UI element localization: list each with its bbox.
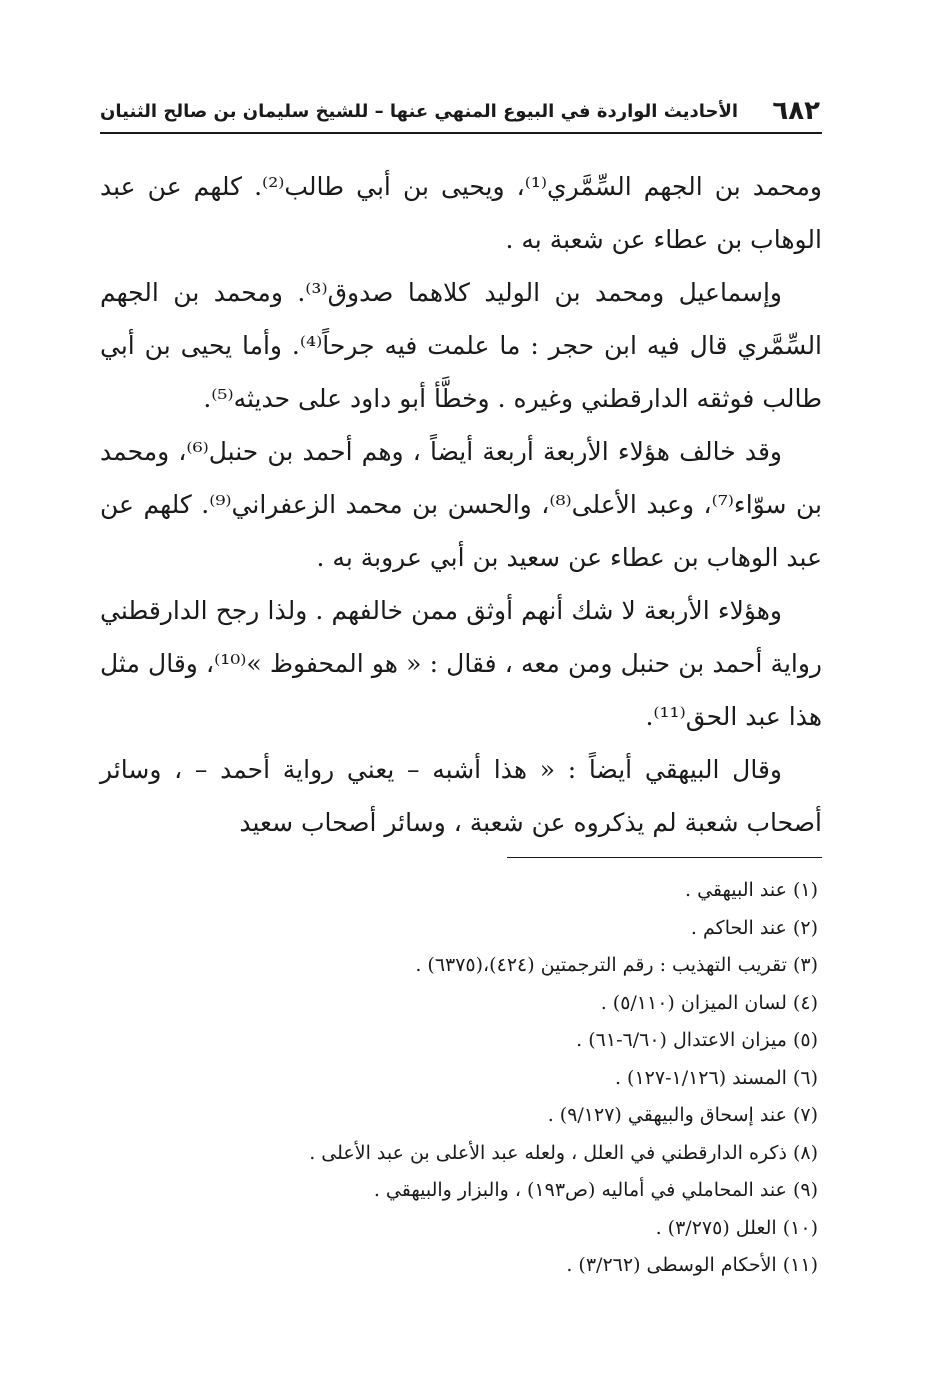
footnote: (٣) تقريب التهذيب : رقم الترجمتين (٤٢٤)،(٦٣٧٥) . — [415, 954, 818, 976]
footnote: (٤) لسان الميزان (٥/١١٠) . — [600, 991, 818, 1014]
header-divider — [100, 132, 822, 134]
footnote: (٥) ميزان الاعتدال (٦/٦٠-٦١) . — [576, 1029, 818, 1051]
running-header — [100, 92, 820, 130]
footnote: (٩) عند المحاملي في أماليه (ص١٩٣) ، والبزار والبيهقي . — [373, 1179, 818, 1201]
footnotes-list — [100, 872, 818, 1285]
footnote: (٢) عند الحاكم . — [690, 916, 818, 939]
footnote-divider — [507, 857, 822, 858]
paragraph: وهؤلاء الأربعة لا شك أنهم أوثق ممن خالفهم . ولذا رجح الدارقطني رواية أحمد بن حنبل ومن معه ، فقال : « هو المحفوظ »⁽¹⁰⁾، وقال مثل هذا عبد الحق⁽¹¹⁾. — [100, 596, 823, 731]
paragraph: وإسماعيل ومحمد بن الوليد كلاهما صدوق⁽³⁾. ومحمد بن الجهم السِّمَّري قال فيه ابن حجر : ما علمت فيه جرحاً⁽⁴⁾. وأما يحيى بن أبي طالب فوثقه الدارقطني وغيره . وخطَّأ أبو داود على حديثه⁽⁵⁾. — [100, 278, 823, 413]
paragraph: وقد خالف هؤلاء الأربعة أربعة أيضاً ، وهم أحمد بن حنبل⁽⁶⁾، ومحمد بن سوّاء⁽⁷⁾، وعبد الأعلى⁽⁸⁾، والحسن بن محمد الزعفراني⁽⁹⁾. كلهم عن عبد الوهاب بن عطاء عن سعيد بن أبي عروبة به . — [100, 437, 822, 572]
main-text — [100, 160, 822, 849]
running-title: الأحاديث الواردة في البيوع المنهي عنها – للشيخ سليمان بن صالح الثنيان — [100, 100, 739, 122]
paragraph: ومحمد بن الجهم السِّمَّري⁽¹⁾، ويحيى بن أبي طالب⁽²⁾. كلهم عن عبد الوهاب بن عطاء عن شعبة به . — [100, 172, 822, 254]
footnote: (١) عند البيهقي . — [685, 879, 818, 901]
footnote: (٦) المسند (١/١٢٦-١٢٧) . — [614, 1066, 818, 1089]
footnote: (٧) عند إسحاق والبيهقي (٩/١٢٧) . — [547, 1104, 818, 1126]
footnote: (١١) الأحكام الوسطى (٣/٢٦٢) . — [566, 1254, 818, 1276]
footnote: (٨) ذكره الدارقطني في العلل ، ولعله عبد الأعلى بن عبد الأعلى . — [309, 1141, 818, 1164]
footnote: (١٠) العلل (٣/٢٧٥) . — [655, 1216, 818, 1239]
paragraph: وقال البيهقي أيضاً : « هذا أشبه – يعني رواية أحمد – ، وسائر أصحاب شعبة لم يذكروه عن شعبة ، وسائر أصحاب سعيد — [100, 755, 822, 837]
page-number: ٦٨٢ — [772, 96, 820, 126]
